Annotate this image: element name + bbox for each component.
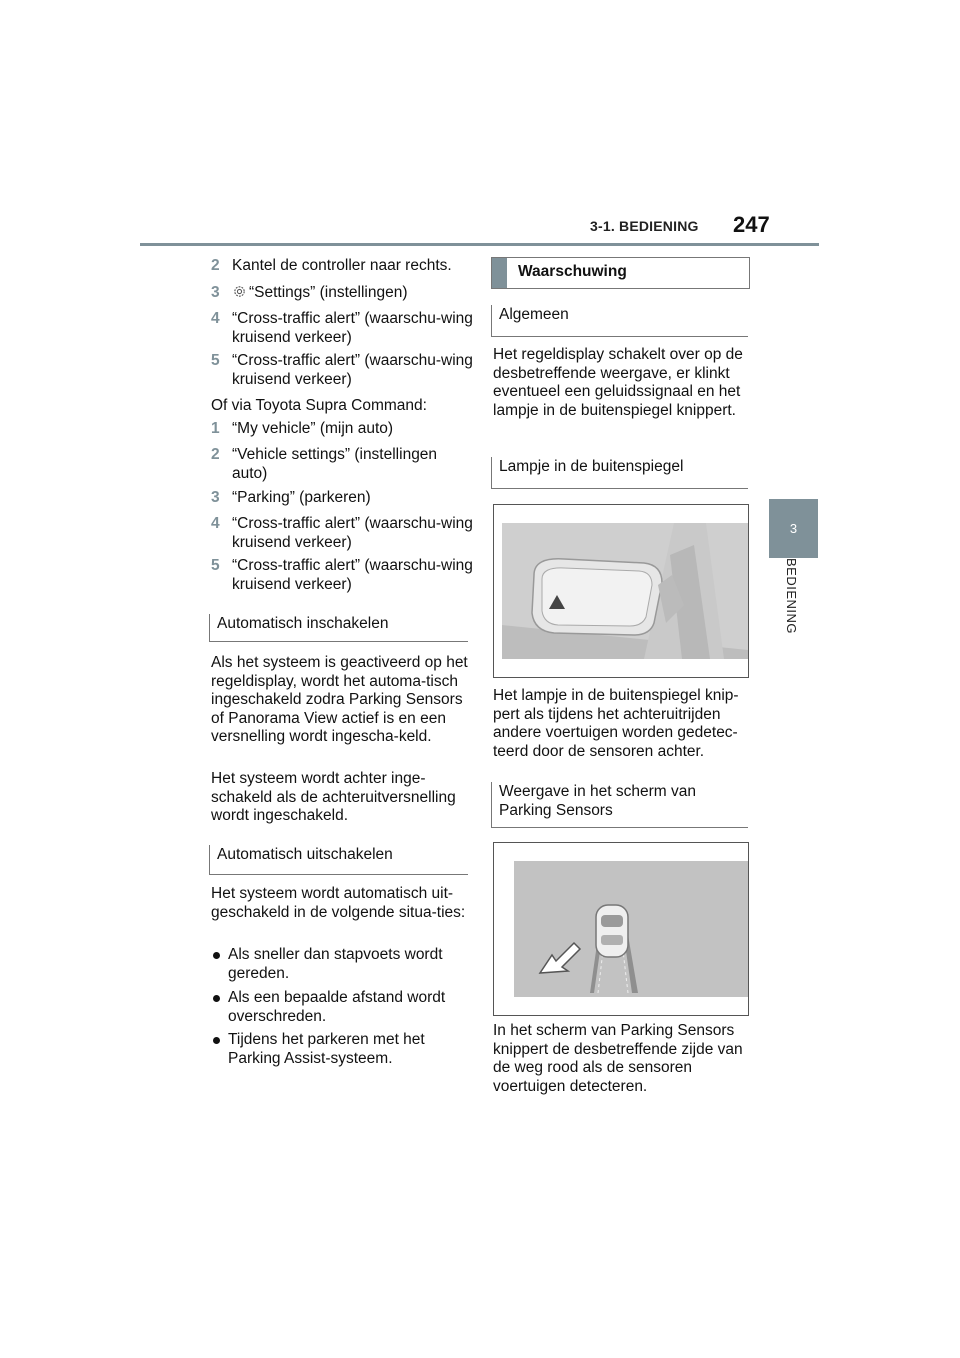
settings-gear-icon: [232, 284, 247, 299]
step-text: “Parking” (parkeren): [232, 489, 371, 506]
step-text: “Vehicle settings” (instellingen auto): [232, 446, 438, 482]
step-number: 3: [211, 284, 220, 301]
auto-on-paragraph-2: Het systeem wordt achter inge-schakeld als de achteruitversnelling wordt ingeschakeld.: [211, 770, 456, 824]
step-number: 5: [211, 557, 220, 574]
auto-on-heading: [209, 614, 468, 642]
step-number: 4: [211, 515, 220, 532]
auto-off-heading: [209, 845, 468, 875]
general-heading-text: Algemeen: [499, 306, 569, 323]
general-paragraph: Het regeldisplay schakelt over op de desbetreffende weergave, er klinkt eventueel een geluidssignaal en het lampje in de buitenspiegel knippert.: [493, 346, 743, 419]
mirror-paragraph: Het lampje in de buitenspiegel knip-pert als tijdens het achteruitrijden andere voertuigen worden gedetec-teerd door de sensoren achter.: [493, 687, 739, 760]
screen-heading: [491, 782, 748, 828]
page-number: 247: [733, 212, 770, 237]
chapter-tab: 3: [769, 499, 818, 558]
step-text: Kantel de controller naar rechts.: [232, 257, 452, 274]
auto-off-paragraph: Het systeem wordt automatisch uit-geschakeld in de volgende situa-ties:: [211, 885, 466, 921]
bullet-text: Als een bepaalde afstand wordt overschreden.: [228, 989, 446, 1025]
step-number: 4: [211, 310, 220, 327]
bullet-dot: [213, 952, 220, 959]
warning-box: [491, 257, 750, 289]
warning-bar: [492, 258, 507, 288]
mirror-drawing: [494, 505, 748, 677]
step-text: “Cross-traffic alert” (waarschu-wing kruisend verkeer): [232, 557, 473, 593]
step-text: “Cross-traffic alert” (waarschu-wing kruisend verkeer): [232, 515, 473, 551]
chapter-label: BEDIENING: [784, 558, 799, 635]
step-number: 1: [211, 420, 220, 437]
auto-off-heading-text: Automatisch uitschakelen: [217, 846, 393, 863]
bullet-dot: [213, 995, 220, 1002]
step-number: 5: [211, 352, 220, 369]
general-heading: [491, 305, 748, 337]
warning-label: Waarschuwing: [518, 263, 627, 280]
mirror-illustration: [493, 504, 749, 678]
step-number: 2: [211, 446, 220, 463]
bullet-text: Als sneller dan stapvoets wordt gereden.: [228, 946, 443, 982]
parking-screen-illustration: [493, 842, 749, 1016]
screen-paragraph: In het scherm van Parking Sensors knippert de desbetreffende zijde van de weg rood als de sensoren voertuigen detecteren.: [493, 1022, 743, 1095]
parking-screen-drawing: [494, 843, 748, 1015]
header-rule: [140, 243, 819, 246]
step-text: “Cross-traffic alert” (waarschu-wing kruisend verkeer): [232, 352, 473, 388]
or-via-text: Of via Toyota Supra Command:: [211, 397, 427, 414]
screen-heading-text: Weergave in het scherm van Parking Sensors: [499, 783, 697, 819]
section-title: 3-1. BEDIENING: [590, 218, 699, 234]
step-number: 3: [211, 489, 220, 506]
mirror-heading: [491, 457, 748, 489]
auto-on-heading-text: Automatisch inschakelen: [217, 615, 389, 632]
step-text: “Settings” (instellingen): [249, 284, 408, 301]
bullet-dot: [213, 1037, 220, 1044]
bullet-text: Tijdens het parkeren met het Parking Assist-systeem.: [228, 1031, 425, 1067]
mirror-heading-text: Lampje in de buitenspiegel: [499, 458, 684, 475]
step-text: “Cross-traffic alert” (waarschu-wing kruisend verkeer): [232, 310, 473, 346]
step-text-wrap: [232, 284, 476, 303]
step-text: “My vehicle” (mijn auto): [232, 420, 394, 437]
auto-on-paragraph-1: Als het systeem is geactiveerd op het regeldisplay, wordt het automa-tisch ingeschakeld zodra Parking Sensors of Panorama View actief is en een versnelling wordt ingescha-keld.: [211, 654, 468, 745]
step-number: 2: [211, 257, 220, 274]
